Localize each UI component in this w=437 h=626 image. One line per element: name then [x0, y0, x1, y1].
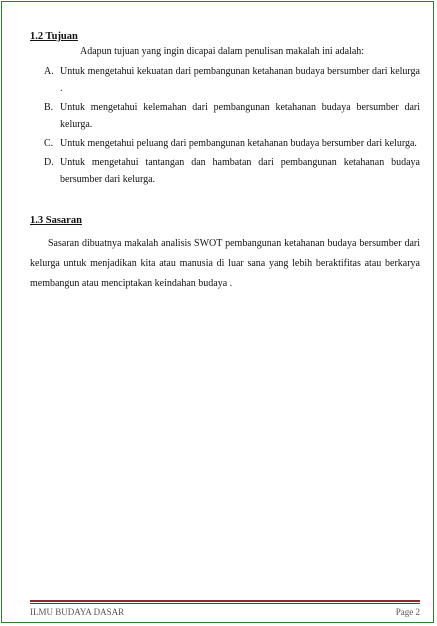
list-marker: D.: [44, 157, 54, 168]
section-sasaran: [30, 214, 420, 294]
objectives-list: [30, 63, 420, 188]
page-number: Page 2: [395, 607, 420, 617]
section-heading-tujuan: 1.2 Tujuan: [30, 31, 78, 42]
list-item: [30, 135, 420, 152]
list-marker: C.: [44, 138, 54, 149]
list-item-text: Untuk mengetahui peluang dari pembangunan ketahanan budaya bersumber dari kelurga.: [60, 138, 417, 149]
list-item-text: Untuk mengetahui kekuatan dari pembangunan ketahanan budaya bersumber dari kelurga .: [60, 66, 420, 94]
footer-rule: [30, 603, 420, 604]
footer-title: ILMU BUDAYA DASAR: [30, 607, 125, 617]
footer-rule: [30, 600, 420, 602]
section-intro: Adapun tujuan yang ingin dicapai dalam penulisan makalah ini adalah:: [80, 46, 365, 57]
list-item-text: Untuk mengetahui tantangan dan hambatan dari pembangunan ketahanan budaya bersumber dari kelurga.: [60, 157, 420, 185]
list-item: [30, 99, 420, 133]
list-marker: A.: [44, 66, 54, 77]
section-heading-sasaran: 1.3 Sasaran: [30, 215, 82, 226]
section-paragraph: Sasaran dibuatnya makalah analisis SWOT pembangunan ketahanan budaya bersumber dari kelurga untuk menjadikan kita atau manusia di luar sana yang lebih beraktifitas atau berkarya membangun atau menciptakan keindahan budaya .: [30, 238, 420, 289]
document-body: [30, 30, 420, 294]
section-tujuan: [30, 30, 420, 188]
footer-row: [30, 607, 420, 618]
list-item: [30, 63, 420, 97]
list-item-text: Untuk mengetahui kelemahan dari pembangunan ketahanan budaya bersumber dari kelurga.: [60, 102, 420, 130]
list-marker: B.: [44, 102, 54, 113]
list-item: [30, 154, 420, 188]
page-footer: [30, 600, 420, 618]
